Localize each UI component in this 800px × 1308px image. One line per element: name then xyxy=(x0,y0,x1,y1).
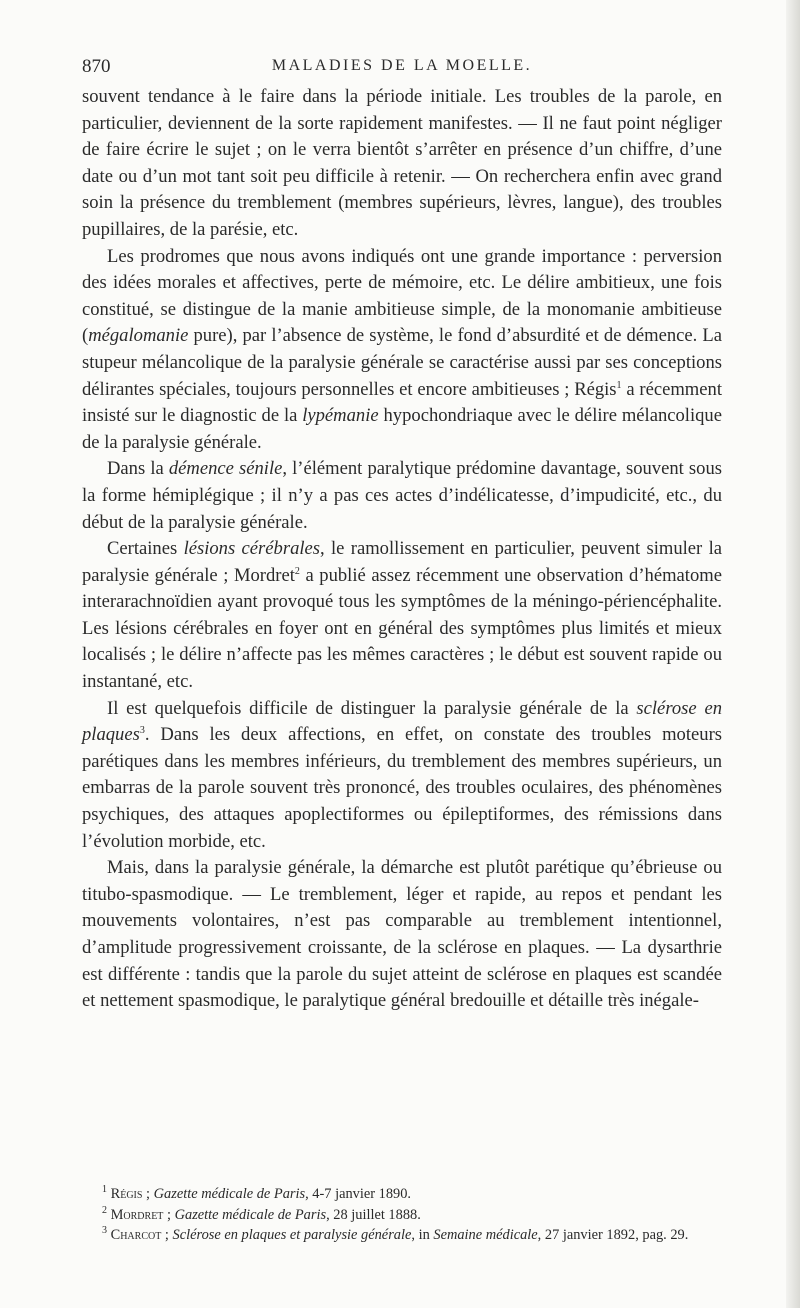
paragraph xyxy=(82,244,722,457)
paragraph xyxy=(82,696,722,856)
body-text xyxy=(82,84,722,1015)
text-run: , 28 juillet 1888. xyxy=(326,1206,421,1223)
footnote-number: 1 xyxy=(102,1184,107,1196)
footnote xyxy=(82,1225,722,1246)
text-run: a récemment insisté sur le diagnostic de la xyxy=(82,378,722,427)
text-run: Mais, dans la paralysie générale, la démarche est plutôt parétique qu’ébrieuse ou titubo-spasmodique. — Le tremblement, léger et rapide, au repos et pendant les mouvements volontaires, n’est pas comparable au tremblement intentionnel, d’amplitude progressivement croissante, de la sclérose en plaques. — La dysarthrie est différente : tandis que la parole du sujet atteint de sclérose en plaques est scandée et nettement spasmodique, le paralytique général bredouille et détaille très inégale- xyxy=(82,857,722,1012)
text-run: , le ramollissement en particulier, peuvent simuler la paralysie générale ; Mordret xyxy=(82,538,722,586)
footnote-work: Gazette médicale de Paris xyxy=(174,1206,327,1223)
footnote-ref: 3 xyxy=(139,725,145,737)
text-run: , l’élément paralytique prédomine davantage, souvent sous la forme hémiplégique ; il n’y a pas ces actes d’indélicatesse, d’impudicité, etc., du début de la paralysie générale. xyxy=(82,458,722,533)
text-run: hypochondriaque avec le délire mélancolique de la paralysie générale. xyxy=(82,405,722,453)
text-run: ; xyxy=(161,1227,173,1243)
text-run: souvent tendance à le faire dans la période initiale. Les troubles de la parole, en particulier, deviennent de la sorte rapidement manifestes. — Il ne faut point négliger de faire écrire le sujet ; on le verra bientôt s’arrêter en présence d’un chiffre, d’une date ou d’un mot tant soit peu difficile à retenir. — On recherchera enfin avec grand soin la présence du tremblement (membres supérieurs, lèvres, langue), des troubles pupillaires, de la parésie, etc. xyxy=(82,86,722,240)
footnote-ref: 2 xyxy=(294,565,300,577)
footnote-work: Sclérose en plaques et paralysie générale xyxy=(172,1227,412,1243)
text-run: . Dans les deux affections, en effet, on constate des troubles moteurs parétiques dans les membres inférieurs, du tremblement des membres supérieurs, un embarras de la parole souvent très prononcé, des troubles oculaires, des phénomènes psychiques, des attaques apoplectiformes ou épileptiformes, des rémissions dans l’évolution morbide, etc. xyxy=(82,724,722,852)
footnotes xyxy=(82,1184,722,1246)
footnote-author: Charcot xyxy=(110,1227,162,1243)
footnote xyxy=(82,1184,722,1205)
italic-term: lypémanie xyxy=(302,405,379,427)
page-number: 870 xyxy=(82,56,111,77)
footnote-author: Mordret xyxy=(110,1206,164,1223)
paragraph xyxy=(82,456,722,536)
footnote-work: Gazette médicale de Paris xyxy=(153,1186,306,1202)
text-run: Certaines xyxy=(107,538,184,560)
text-run: ; xyxy=(163,1206,175,1223)
italic-term: lésions cérébrales xyxy=(183,538,321,560)
italic-term: démence sénile xyxy=(168,458,283,480)
text-run: Dans la xyxy=(107,458,169,480)
page-header xyxy=(82,56,722,82)
text-run: , in xyxy=(411,1227,434,1243)
text-run: pure), par l’absence de système, le fond d’absurdité et de démence. La stupeur mélancolique de la paralysie générale se caractérise aussi par ses conceptions délirantes spéciales, toujours personnelles et encore ambitieuses ; Régis xyxy=(82,325,722,400)
footnote-work: Semaine médicale xyxy=(433,1227,538,1243)
footnote-number: 3 xyxy=(102,1225,107,1237)
text-run: ; xyxy=(142,1186,154,1202)
footnote-number: 2 xyxy=(102,1204,107,1216)
paragraph xyxy=(82,84,722,244)
text-run: Il est quelquefois difficile de distinguer la paralysie générale de la xyxy=(107,697,637,719)
page-edge-shadow xyxy=(786,0,800,1308)
text-run: , 27 janvier 1892, pag. 29. xyxy=(537,1227,689,1243)
footnote-ref: 1 xyxy=(616,379,622,391)
italic-term: mégalomanie xyxy=(88,325,189,347)
footnote xyxy=(82,1205,722,1226)
italic-term: sclérose en plaques xyxy=(82,697,722,746)
running-head: MALADIES DE LA MOELLE. xyxy=(271,57,533,74)
text-run: a publié assez récemment une observation d’hématome interarachnoïdien ayant provoqué tous les symptômes de la méningo-périencéphalite. Les lésions cérébrales en foyer ont en général des symptômes plus limités et mieux localisés ; le délire n’affecte pas les mêmes caractères ; le début est souvent rapide ou instantané, etc. xyxy=(82,564,722,693)
text-run: , 4-7 janvier 1890. xyxy=(305,1186,412,1202)
text-run: Les prodromes que nous avons indiqués ont une grande importance : perversion des idées morales et affectives, perte de mémoire, etc. Le délire ambitieux, une fois constitué, se distingue de la manie ambitieuse simple, de la monomanie ambitieuse ( xyxy=(82,245,722,347)
paragraph xyxy=(82,536,722,696)
paragraph xyxy=(82,855,722,1015)
footnote-author: Régis xyxy=(110,1186,143,1202)
